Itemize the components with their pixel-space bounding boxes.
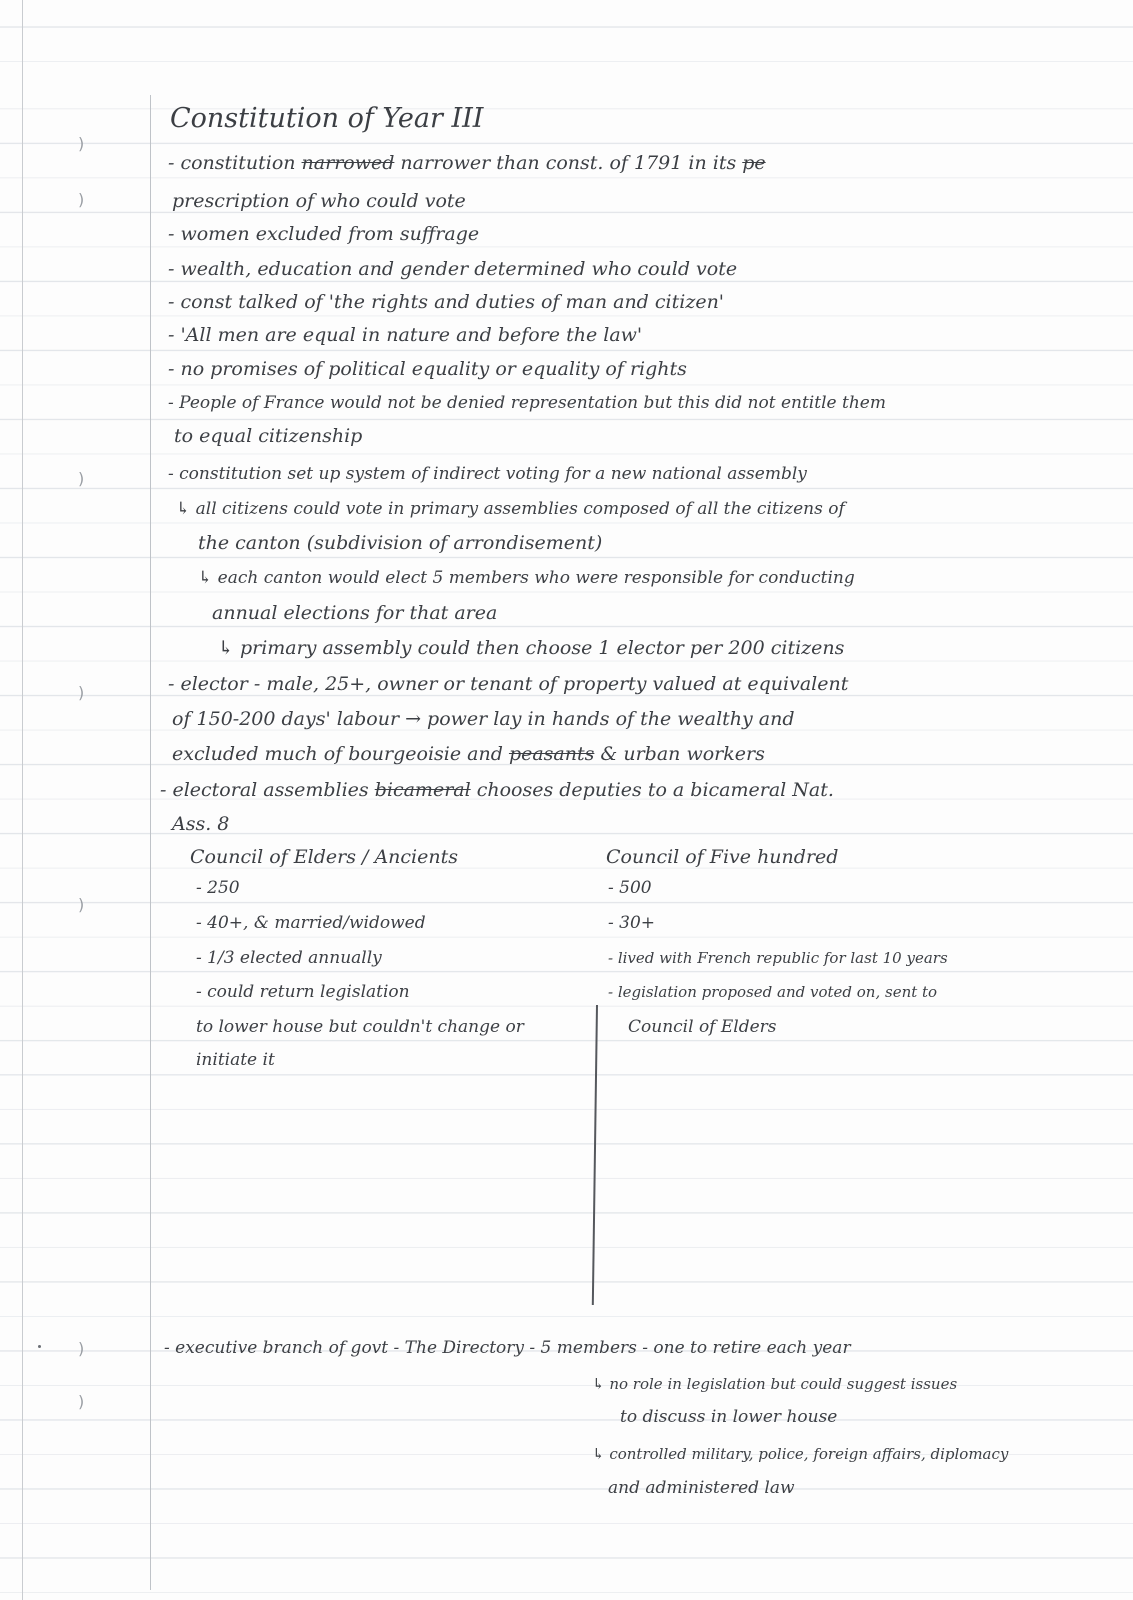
executive-subline: and administered law — [608, 1478, 795, 1498]
note-line: - no promises of political equality or equality of rights — [168, 358, 687, 380]
left-column-heading: Council of Elders / Ancients — [190, 846, 459, 868]
left-column-item: - could return legislation — [196, 982, 410, 1002]
executive-subline: ↳ controlled military, police, foreign affairs, diplomacy — [592, 1445, 1009, 1463]
note-line: the canton (subdivision of arrondisement) — [198, 532, 603, 554]
note-line: - women excluded from suffrage — [168, 223, 480, 245]
note-line: ↳ primary assembly could then choose 1 elector per 200 citizens — [218, 637, 845, 659]
ring-hole-icon: ) — [78, 1392, 85, 1411]
note-line: prescription of who could vote — [172, 190, 466, 212]
note-line: - wealth, education and gender determined who could vote — [168, 258, 738, 280]
margin-line — [150, 95, 151, 1590]
note-line: - 'All men are equal in nature and before the law' — [168, 324, 643, 346]
note-line: - constitution narrowed narrower than const. of 1791 in its pe — [168, 152, 766, 174]
ring-hole-icon: ) — [78, 1339, 85, 1358]
ring-hole-icon: ) — [78, 683, 85, 702]
page-title: Constitution of Year III — [170, 103, 484, 134]
executive-subline: to discuss in lower house — [620, 1407, 838, 1427]
left-column-item: - 1/3 elected annually — [196, 948, 382, 968]
note-line: - constitution set up system of indirect voting for a new national assembly — [168, 464, 807, 484]
note-line: ↳ each canton would elect 5 members who were responsible for conducting — [198, 568, 855, 588]
note-line: - elector - male, 25+, owner or tenant of property valued at equivalent — [168, 673, 849, 695]
ring-hole-icon: ) — [78, 190, 85, 209]
note-line: - const talked of 'the rights and duties of man and citizen' — [168, 291, 725, 313]
left-column-item: initiate it — [196, 1050, 275, 1070]
left-column-item: - 250 — [196, 878, 240, 898]
note-line: excluded much of bourgeoisie and peasants & urban workers — [172, 743, 765, 765]
left-column-item: - 40+, & married/widowed — [196, 913, 426, 933]
right-column-item: - legislation proposed and voted on, sent to — [608, 983, 938, 1001]
left-column-item: to lower house but couldn't change or — [196, 1017, 524, 1037]
note-line: to equal citizenship — [174, 425, 363, 447]
ring-hole-icon: ) — [78, 895, 85, 914]
note-line: ↳ all citizens could vote in primary assemblies composed of all the citizens of — [176, 499, 845, 519]
note-line: annual elections for that area — [212, 602, 498, 624]
right-column-heading: Council of Five hundred — [606, 846, 839, 868]
ring-hole-icon: ) — [78, 134, 85, 153]
right-column-item: - 500 — [608, 878, 652, 898]
executive-line: - executive branch of govt - The Directory - 5 members - one to retire each year — [164, 1338, 851, 1358]
executive-subline: ↳ no role in legislation but could suggest issues — [592, 1375, 958, 1393]
note-line: - People of France would not be denied representation but this did not entitle them — [168, 393, 886, 413]
page-dot — [38, 1345, 41, 1348]
right-column-item: Council of Elders — [628, 1017, 777, 1037]
right-column-item: - 30+ — [608, 913, 656, 933]
right-column-item: - lived with French republic for last 10 years — [608, 949, 948, 967]
column-divider — [592, 1005, 598, 1305]
note-line: Ass. 8 — [172, 813, 230, 835]
note-line: of 150-200 days' labour → power lay in hands of the wealthy and — [172, 708, 795, 730]
ring-hole-icon: ) — [78, 469, 85, 488]
binding-edge-line — [22, 0, 23, 1600]
note-line: - electoral assemblies bicameral chooses deputies to a bicameral Nat. — [160, 779, 834, 801]
